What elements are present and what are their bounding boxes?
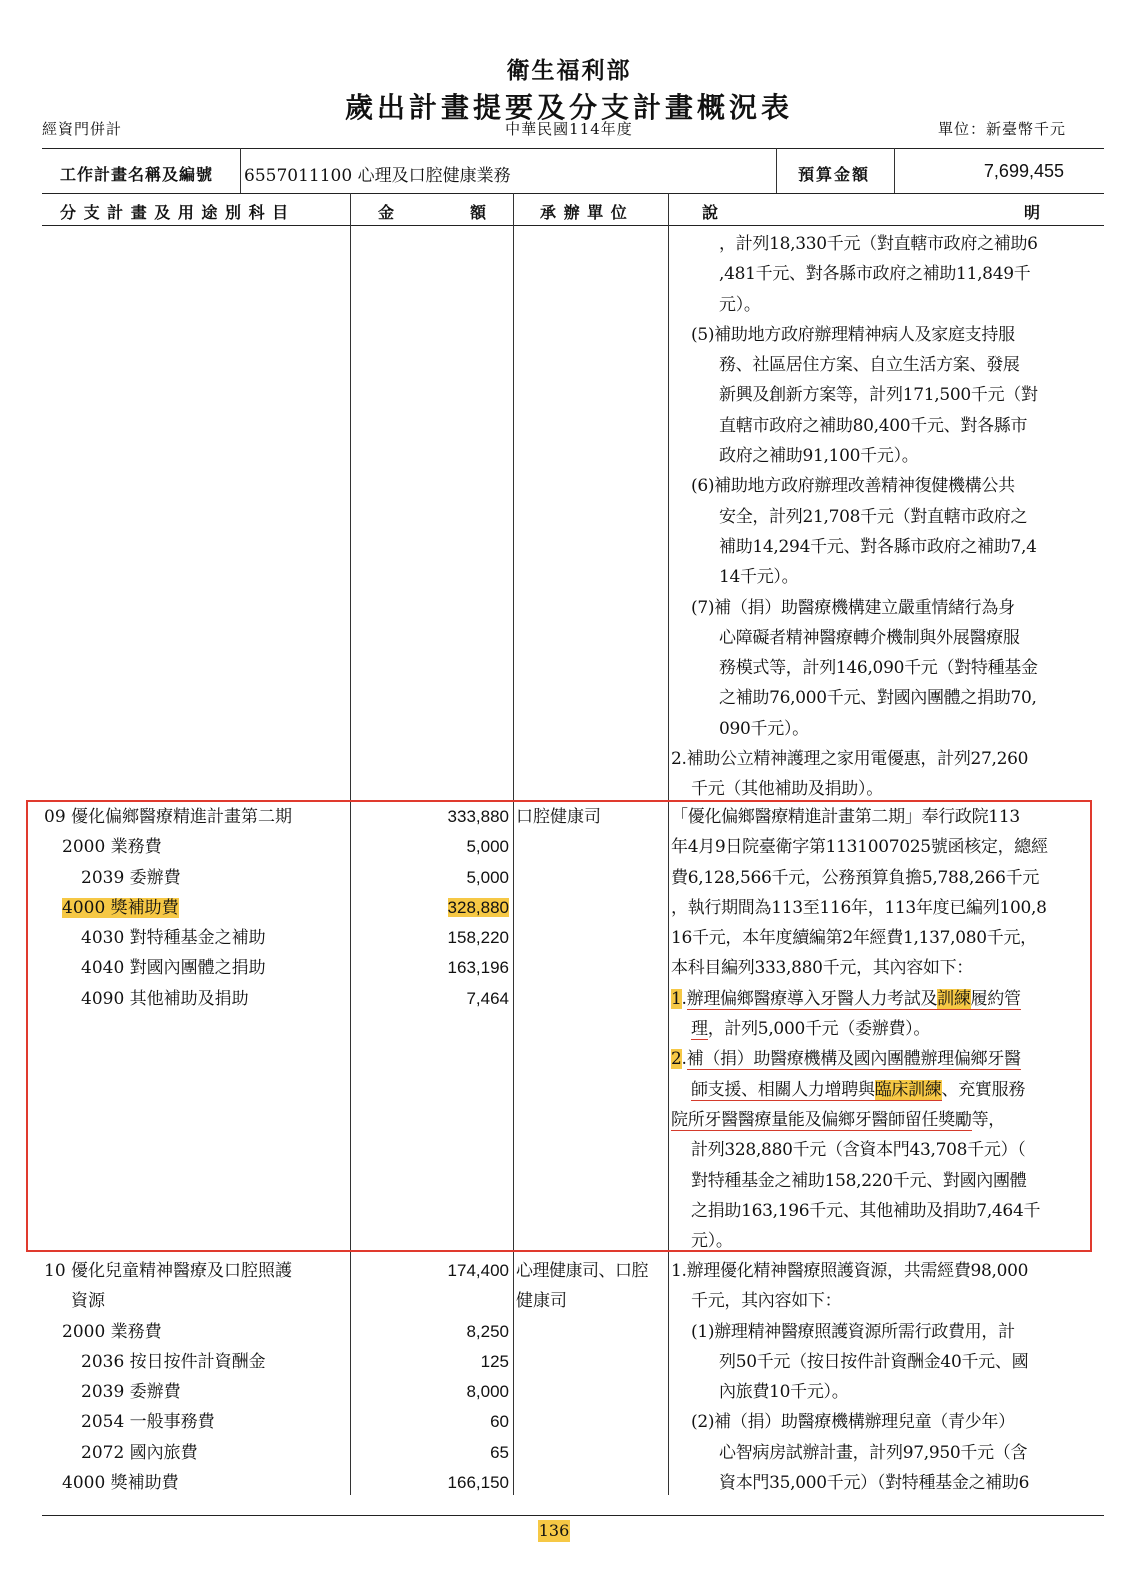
- desc-line: 理，計列5,000千元（委辦費）。: [691, 1019, 931, 1040]
- amount-cell: 174,400: [447, 1261, 509, 1280]
- desc-line: 之捐助163,196千元、其他補助及捐助7,464千: [691, 1200, 1041, 1221]
- desc-line: 政府之補助91,100千元）。: [719, 446, 919, 467]
- plan-name: 心理及口腔健康業務: [357, 166, 511, 186]
- unit-cell: 心理健康司、口腔: [516, 1261, 648, 1281]
- budget-amount: 7,699,455: [983, 161, 1064, 181]
- plan-name-label: 工作計畫名稱及編號: [60, 165, 214, 184]
- desc-line: 務、社區居住方案、自立生活方案、發展: [719, 355, 1020, 376]
- desc-line: 計列328,880千元（含資本門43,708千元）（: [691, 1140, 1026, 1161]
- desc-line: ，計列18,330千元（對直轄市政府之補助6: [719, 234, 1038, 254]
- desc-line: 安全，計列21,708千元（對直轄市政府之: [719, 506, 1028, 527]
- plan-name-cell: [244, 161, 511, 186]
- underlined-text: 理: [691, 1019, 708, 1040]
- desc-line: (6)補助地方政府辦理改善精神復健機構公共: [691, 476, 1015, 497]
- underlined-text: 補（捐）助醫療機構及國內團體辦理偏鄉牙醫: [686, 1049, 1021, 1070]
- subject-row: 4030 對特種基金之補助: [81, 928, 266, 949]
- col-amount-header-2: 額: [470, 203, 488, 222]
- desc-line: (2)補（捐）助醫療機構辦理兒童（青少年）: [691, 1412, 1015, 1433]
- desc-line: ，執行期間為113至116年，113年度已編列100,8: [671, 897, 1047, 918]
- desc-line: 心智病房試辦計畫，計列97,950千元（含: [719, 1442, 1028, 1463]
- underlined-text: 辦理偏鄉醫療導入牙醫人力考試及訓練履約管: [686, 988, 1021, 1009]
- subject-row: 4040 對國內團體之捐助: [81, 958, 266, 979]
- desc-line: 16千元，本年度續編第2年經費1,137,080千元，: [671, 928, 1037, 949]
- subject-row: 2000 業務費: [62, 1321, 162, 1342]
- fund-note: 經資門併計: [42, 120, 123, 138]
- amount-cell: [352, 1286, 509, 1316]
- desc-line: (1)辦理精神醫療照護資源所需行政費用，計: [691, 1321, 1015, 1342]
- subject-row: 2036 按日按件計資酬金: [81, 1351, 266, 1372]
- amount-cell: 60: [490, 1412, 509, 1432]
- fiscal-year: 中華民國114年度: [505, 120, 633, 138]
- desc-line: 本科目編列333,880千元，其內容如下：: [671, 958, 973, 979]
- desc-line: (7)補（捐）助醫療機構建立嚴重情緒行為身: [691, 597, 1015, 618]
- amount-cell: 166,150: [447, 1473, 509, 1493]
- subject-row: 4090 其他補助及捐助: [81, 988, 249, 1009]
- subject-row: 2054 一般事務費: [81, 1412, 215, 1433]
- desc-line: 元）。: [691, 1231, 733, 1252]
- desc-line: 年4月9日院臺衛字第1131007025號函核定，總經: [671, 837, 1048, 858]
- section-10-description: [671, 1256, 1071, 1498]
- plan-code: 6557011100: [244, 166, 353, 186]
- subject-row: 2039 委辦費: [81, 867, 181, 888]
- unit-cell: 健康司: [516, 1291, 567, 1312]
- desc-line: 列50千元（按日按件計資酬金40千元、國: [719, 1351, 1029, 1372]
- col-unit-header: 承 辦 單 位: [540, 203, 628, 222]
- desc-line: 心障礙者精神醫療轉介機制與外展醫療服: [719, 627, 1020, 648]
- desc-line: 1.辦理優化精神醫療照護資源，共需經費98,000: [671, 1261, 1029, 1281]
- item-number-highlight: 2: [671, 1049, 682, 1070]
- budget-label: 預算金額: [798, 165, 871, 184]
- highlight-box: [26, 800, 1092, 1252]
- highlighted-subject: 4000 獎補助費: [62, 897, 179, 918]
- highlighted-keyword: 訓練: [937, 988, 971, 1009]
- highlighted-amount: 328,880: [447, 897, 509, 917]
- subject-row: 10 優化兒童精神醫療及口腔照護: [44, 1261, 293, 1281]
- col-subject-header: 分 支 計 畫 及 用 途 別 科 目: [60, 203, 290, 222]
- desc-line-item-2: 2.補（捐）助醫療機構及國內團體辦理偏鄉牙醫: [671, 1049, 1021, 1070]
- desc-line: 師支援、相關人力增聘與臨床訓練、充實服務: [691, 1079, 1026, 1100]
- desc-line: 之補助76,000千元、對國內團體之捐助70,: [719, 688, 1037, 709]
- amount-cell: 7,464: [466, 988, 509, 1008]
- col-desc-header-1: 說: [702, 203, 720, 222]
- col-desc-header-2: 明: [1024, 203, 1042, 222]
- desc-line: 千元（其他補助及捐助）。: [691, 779, 883, 800]
- subject-row: 2072 國內旅費: [81, 1442, 198, 1463]
- amount-cell: 8,000: [466, 1382, 509, 1402]
- amount-cell: 163,196: [447, 958, 509, 978]
- page-number: 136: [538, 1521, 570, 1540]
- item-number-highlight: 1: [671, 988, 682, 1009]
- desc-line: 千元，其內容如下：: [691, 1291, 842, 1312]
- subject-row: 2039 委辦費: [81, 1382, 181, 1403]
- amount-cell: 5,000: [466, 867, 509, 887]
- desc-line: 對特種基金之補助158,220千元、對國內團體: [691, 1170, 1027, 1191]
- unit-cell: 口腔健康司: [516, 807, 601, 827]
- desc-line: 「優化偏鄉醫療精進計畫第二期」奉行政院113: [671, 807, 1020, 827]
- amount-cell: 5,000: [466, 837, 509, 857]
- desc-line: 務模式等，計列146,090千元（對特種基金: [719, 658, 1038, 679]
- section-10-amounts: [352, 1256, 509, 1498]
- subject-row: 2000 業務費: [62, 837, 162, 858]
- desc-line: (5)補助地方政府辦理精神病人及家庭支持服: [691, 324, 1015, 345]
- col-amount-header-1: 金: [378, 203, 396, 222]
- amount-cell: 65: [490, 1442, 509, 1462]
- desc-line: 新興及創新方案等，計列171,500千元（對: [719, 385, 1038, 406]
- desc-line: 資本門35,000千元）（對特種基金之補助6: [719, 1473, 1030, 1494]
- desc-line-item-1: 1.辦理偏鄉醫療導入牙醫人力考試及訓練履約管: [671, 988, 1021, 1009]
- ministry-title: 衛生福利部: [506, 57, 632, 84]
- subject-row: 資源: [71, 1291, 105, 1312]
- section-10-unit: [516, 1256, 666, 1317]
- desc-line: ,481千元、對各縣市政府之補助11,849千: [719, 264, 1031, 285]
- desc-line: 14千元）。: [719, 567, 799, 588]
- desc-line: 內旅費10千元）。: [719, 1382, 849, 1403]
- subject-row: 4000 獎補助費: [62, 1473, 179, 1494]
- subject-row: 09 優化偏鄉醫療精進計畫第二期: [44, 807, 293, 827]
- currency-unit: 單位：新臺幣千元: [937, 120, 1066, 138]
- desc-line: 2.補助公立精神護理之家用電優惠，計列27,260: [671, 749, 1029, 770]
- desc-line: 費6,128,566千元，公務預算負擔5,788,266千元: [671, 867, 1040, 888]
- desc-line: 院所牙醫醫療量能及偏鄉牙醫師留任獎勵等，: [671, 1109, 1006, 1130]
- desc-line: 補助14,294千元、對各縣市政府之補助7,4: [719, 536, 1037, 557]
- underlined-text: 師支援、相關人力增聘與臨床訓練: [691, 1079, 942, 1100]
- highlighted-keyword: 臨床訓練: [874, 1079, 942, 1100]
- amount-cell: 8,250: [466, 1321, 509, 1341]
- desc-line: 直轄市政府之補助80,400千元、對各縣市: [719, 415, 1028, 436]
- underlined-text: 院所牙醫醫療量能及偏鄉牙醫師留任獎勵: [671, 1109, 972, 1130]
- continued-description: [671, 229, 1071, 805]
- page-title: 歲出計畫提要及分支計畫概況表: [344, 91, 793, 124]
- amount-cell: 333,880: [447, 807, 509, 826]
- desc-line: 元）。: [719, 294, 761, 315]
- section-10-subjects: [44, 1256, 349, 1498]
- amount-cell: 125: [480, 1351, 509, 1371]
- desc-line: 090千元）。: [719, 718, 809, 739]
- amount-cell: 158,220: [447, 928, 509, 948]
